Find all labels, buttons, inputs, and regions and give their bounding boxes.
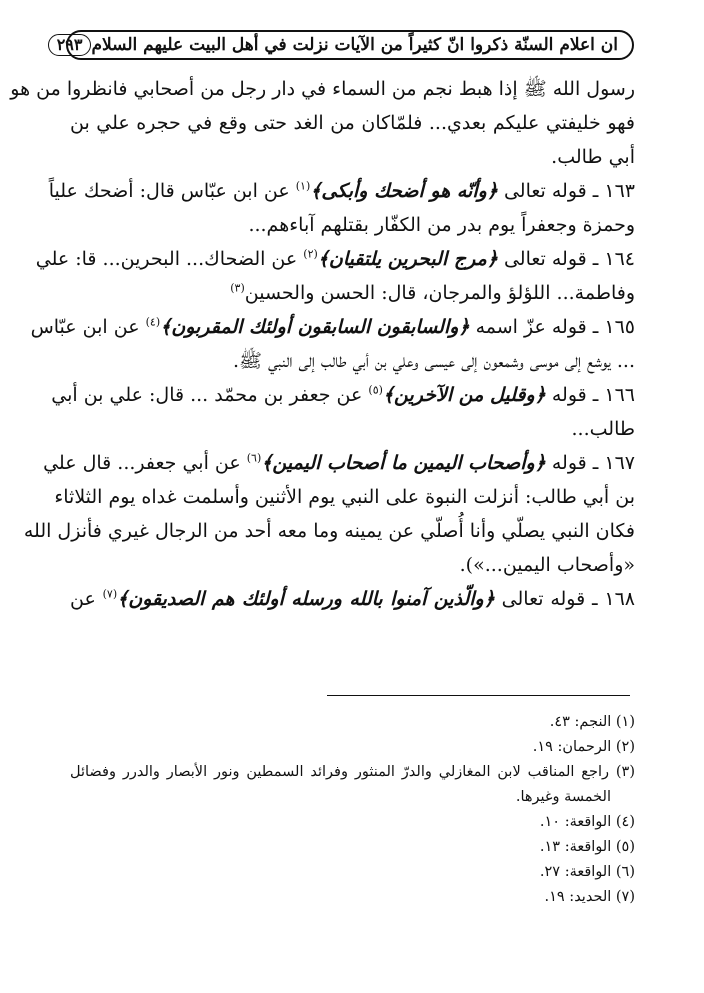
header-title: ان اعلام السنّة ذكروا انّ كثيراً من الآيات نزلت في أهل البيت عليهم السلام: [91, 35, 618, 55]
quran-verse: ﴿والسابقون السابقون أولئك المقربون﴾: [160, 316, 470, 338]
footnote-divider: [327, 695, 630, 696]
footnote-ref: (١): [295, 179, 311, 193]
entry-168: [70, 582, 635, 616]
text-line: وحمزة وجعفراً يوم بدر من الكفّار بقتلهم آباءهم...: [248, 214, 635, 236]
page-number: ٢٩٣: [48, 34, 92, 56]
text-line: طالب...: [571, 418, 635, 440]
running-header: [56, 30, 634, 60]
entry-text: وفاطمة... اللؤلؤ والمرجان، قال: الحسن والحسين: [244, 282, 635, 304]
quran-verse: ﴿وقليل من الآخرين﴾: [382, 384, 546, 406]
entry-167: [43, 446, 635, 480]
main-text: [10, 72, 636, 616]
quran-verse: ﴿مرج البحرين يلتقيان﴾: [317, 248, 498, 270]
footnote-ref: (٢): [303, 247, 318, 261]
quran-verse: ﴿وأصحاب اليمين ما أصحاب اليمين﴾: [261, 452, 546, 474]
footnote-4: (٤) الواقعة: ١٠.: [539, 814, 635, 830]
footnote-ref: (٦): [246, 451, 262, 465]
footnote-ref: (٤): [145, 315, 161, 329]
text-line: [70, 276, 635, 310]
footnotes: [70, 710, 635, 910]
text-line: «وأصحاب اليمين...»).: [459, 554, 635, 576]
footnote-7: (٧) الحديد: ١٩.: [544, 889, 635, 905]
text-line: فهو خليفتي عليكم بعدي... فلمّاكان من الغد حتى وقع في حجره علي بن: [70, 112, 635, 134]
footnote-3-continued: الخمسة وغيرها.: [515, 789, 611, 805]
entry-text: عن جعفر بن محمّد ... قال: علي بن أبي: [51, 384, 369, 406]
entry-label: ١٦٥ ـ قوله عزّ اسمه: [469, 316, 635, 338]
entry-label: ١٦٤ ـ قوله تعالى: [497, 248, 635, 270]
footnote-ref: (٥): [368, 383, 383, 397]
footnote-2: (٢) الرحمان: ١٩.: [532, 739, 635, 755]
footnote-6: (٦) الواقعة: ٢٧.: [539, 864, 635, 880]
text-line: فكان النبي يصلّي وأنا أُصلّي عن يمينه وما معه أحد من الرجال غيري فأنزل الله: [23, 520, 635, 542]
footnote-3: (٣) راجع المناقب لابن المغازلي والدرّ المنثور وفرائد السمطين ونور الأبصار والدرر وفضائل: [70, 764, 635, 780]
entry-label: ١٦٧ ـ قوله: [545, 452, 635, 474]
entry-label: ١٦٣ ـ قوله تعالى: [497, 180, 635, 202]
quran-verse: ﴿وأنّه هو أضحك وأبكى﴾: [310, 180, 498, 202]
text-line: ... يوشع إلى موسى وشمعون إلى عيسى وعلي بن أبي طالب إلى النبي ﷺ.: [232, 350, 635, 372]
entry-text: عن الضحاك... البحرين... قا: علي: [35, 248, 304, 270]
footnote-5: (٥) الواقعة: ١٣.: [539, 839, 635, 855]
entry-165: [30, 310, 635, 344]
entry-text: عن ابن عبّاس قال: أضحك علياً: [48, 180, 296, 202]
entry-text: عن: [70, 588, 103, 610]
entry-166: [51, 378, 635, 412]
entry-164: [35, 242, 635, 276]
text-line: رسول الله ﷺ إذا هبط نجم من السماء في دار رجل من أصحابي فانظروا من هو: [10, 78, 635, 100]
text-line: أبي طالب.: [551, 146, 635, 168]
entry-label: ١٦٨ ـ قوله تعالى: [494, 588, 636, 610]
footnote-ref: (٧): [102, 587, 118, 601]
footnote-ref: (٣): [230, 281, 245, 295]
entry-label: ١٦٦ ـ قوله: [545, 384, 635, 406]
text-line: بن أبي طالب: أنزلت النبوة على النبي يوم الأثنين وأسلمت غداه يوم الثلاثاء: [54, 486, 635, 508]
quran-verse: ﴿والّذين آمنوا بالله ورسله أولئك هم الصديقون﴾: [117, 588, 495, 610]
footnote-1: (١) النجم: ٤٣.: [549, 714, 635, 730]
entry-text: عن أبي جعفر... قال علي: [43, 452, 247, 474]
entry-text: عن ابن عبّاس: [30, 316, 146, 338]
entry-163: [48, 174, 635, 208]
